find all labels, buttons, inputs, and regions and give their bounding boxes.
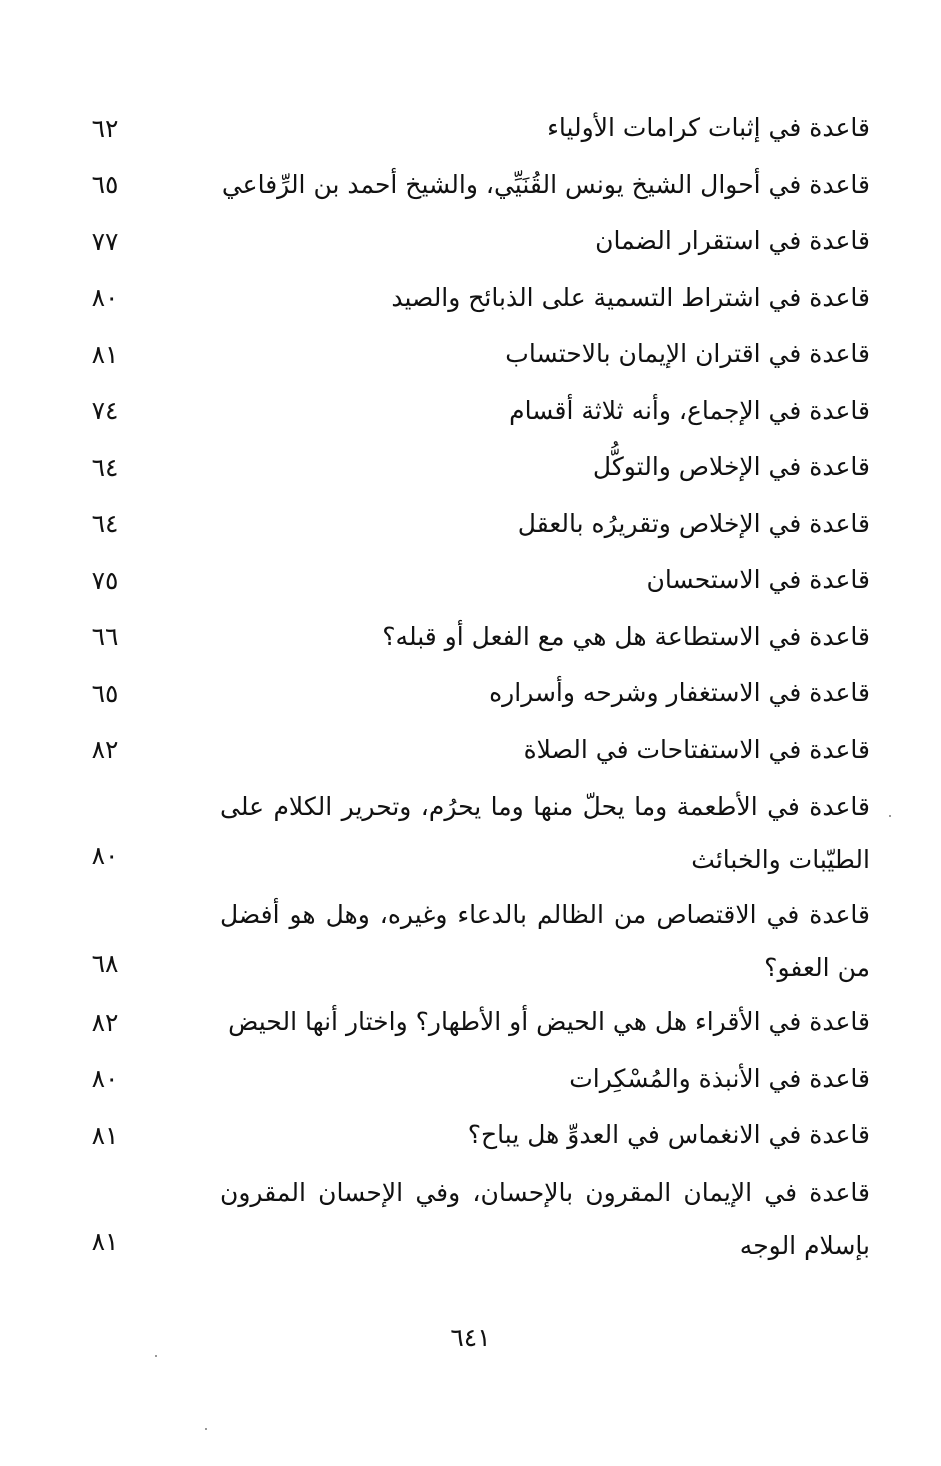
toc-entry-title: قاعدة في الأقراء هل هي الحيض أو الأطهار؟ واختار أنها الحيض: [228, 1007, 870, 1036]
toc-entry-page: ٦٢: [91, 113, 119, 143]
toc-entry-page: ٨١: [91, 339, 119, 369]
toc-entry-title: قاعدة في الأطعمة وما يحلّ منها وما يحرُم، وتحرير الكلام على الطيّبات والخبائث: [220, 792, 870, 874]
toc-entry: [0, 439, 941, 496]
toc-entry-title: قاعدة في الاقتصاص من الظالم بالدعاء وغيره، وهل هو أفضل من العفو؟: [220, 900, 870, 982]
toc-entry-title: قاعدة في الإيمان المقرون بالإحسان، وفي الإحسان المقرون بإسلام الوجه: [220, 1177, 870, 1260]
table-of-contents: [0, 100, 941, 1272]
toc-entry-page: ٦٥: [91, 170, 119, 199]
toc-entry-title: قاعدة في الإخلاص وتقريرُه بالعقل: [517, 508, 870, 538]
toc-entry-page: ٨٠: [91, 283, 119, 312]
toc-entry-title: قاعدة في الاستغفار وشرحه وأسراره: [489, 678, 870, 707]
toc-entry-page: ٦٨: [91, 949, 119, 978]
toc-entry: [0, 496, 941, 553]
toc-entry: [0, 383, 941, 440]
toc-entry-title: قاعدة في إثبات كرامات الأولياء: [547, 113, 870, 142]
toc-entry-title: قاعدة في الأنبذة والمُسْكِرات: [569, 1063, 870, 1093]
toc-entry-page: ٨٠: [91, 1064, 119, 1093]
toc-entry-title: قاعدة في الإجماع، وأنه ثلاثة أقسام: [509, 395, 870, 425]
toc-entry-page: ٦٤: [91, 509, 119, 538]
toc-entry: [0, 1051, 941, 1108]
scan-speck: [155, 1355, 157, 1357]
toc-entry: [0, 609, 941, 666]
toc-entry: [0, 213, 941, 270]
toc-entry-page: ٧٤: [91, 396, 119, 425]
toc-entry: [0, 552, 941, 609]
toc-entry: [0, 778, 941, 886]
toc-entry: [0, 157, 941, 214]
page-number-footer: ٦٤١: [450, 1323, 491, 1352]
toc-entry: [0, 100, 941, 157]
scan-speck: [889, 815, 891, 817]
toc-entry: [0, 994, 941, 1051]
toc-entry: [0, 722, 941, 779]
toc-entry-page: ٨٢: [91, 1007, 119, 1037]
toc-entry-page: ٦٥: [91, 678, 119, 708]
toc-entry-page: ٨١: [91, 1120, 119, 1150]
toc-entry-title: قاعدة في الاستفتاحات في الصلاة: [523, 734, 870, 764]
toc-entry-title: قاعدة في الاستطاعة هل هي مع الفعل أو قبله؟: [382, 621, 870, 651]
toc-entry-page: ٨١: [91, 1226, 119, 1256]
toc-entry-page: ٧٧: [91, 226, 119, 256]
toc-entry-title: قاعدة في استقرار الضمان: [595, 226, 870, 255]
toc-entry: [0, 665, 941, 722]
toc-entry-title: قاعدة في أحوال الشيخ يونس القُنَيِّي، والشيخ أحمد بن الرِّفاعي: [221, 169, 870, 199]
toc-entry-page: ٦٤: [91, 452, 119, 482]
toc-entry: [0, 270, 941, 327]
toc-entry-title: قاعدة في الإخلاص والتوكُّل: [592, 452, 870, 481]
toc-entry-title: قاعدة في اقتران الإيمان بالاحتساب: [505, 339, 870, 368]
toc-entry: [0, 1164, 941, 1272]
toc-entry: [0, 326, 941, 383]
toc-entry-page: ٦٦: [91, 622, 119, 651]
toc-entry-title: قاعدة في اشتراط التسمية على الذبائح والصيد: [391, 282, 870, 312]
toc-entry-page: ٧٥: [91, 565, 119, 595]
toc-entry-page: ٨٠: [91, 841, 119, 870]
toc-entry-title: قاعدة في الاستحسان: [646, 565, 870, 594]
scan-speck: [205, 1428, 207, 1430]
toc-entry: [0, 1107, 941, 1164]
toc-entry-page: ٨٢: [91, 735, 119, 764]
toc-entry-title: قاعدة في الانغماس في العدوِّ هل يباح؟: [467, 1120, 870, 1149]
toc-entry: [0, 886, 941, 994]
